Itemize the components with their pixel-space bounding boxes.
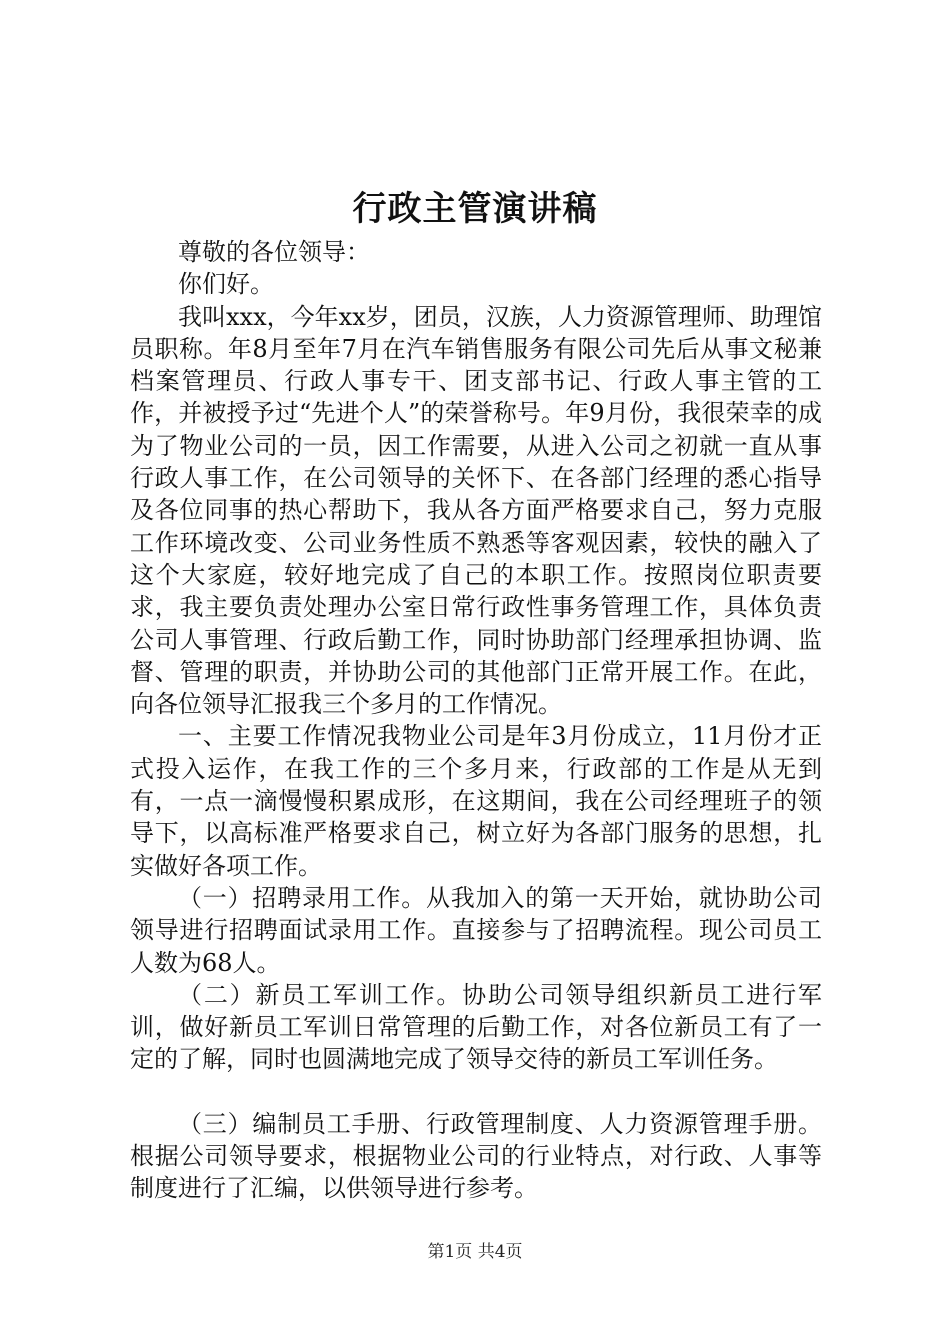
paragraph-handbook: （三）编制员工手册、行政管理制度、人力资源管理手册。根据公司领导要求，根据物业公司的行业特点，对行政、人事等制度进行了汇编，以供领导进行参考。 bbox=[130, 1109, 822, 1203]
salutation: 尊敬的各位领导： bbox=[178, 238, 370, 266]
document-title: 行政主管演讲稿 bbox=[352, 189, 598, 229]
greeting: 你们好。 bbox=[178, 270, 274, 299]
paragraph-introduction: 我叫xxx，今年xx岁，团员，汉族，人力资源管理师、助理馆员职称。年8月至年7月在汽车销售服务有限公司先后从事文秘兼档案管理员、行政人事专干、团支部书记、行政人事主管的工作，并被授予过“先进个人”的荣誉称号。年9月份，我很荣幸的成为了物业公司的一员，因工作需要，从进入公司之初就一直从事行政人事工作，在公司领导的关怀下、在各部门经理的悉心指导及各位同事的热心帮助下，我从各方面严格要求自己，努力克服工作环境改变、公司业务性质不熟悉等客观因素，较快的融入了这个大家庭，较好地完成了自己的本职工作。按照岗位职责要求，我主要负责处理办公室日常行政性事务管理工作，具体负责公司人事管理、行政后勤工作，同时协助部门经理承担协调、监督、管理的职责，并协助公司的其他部门正常开展工作。在此，向各位领导汇报我三个多月的工作情况。 bbox=[130, 302, 822, 719]
page-footer: 第1页 共4页 bbox=[427, 1242, 523, 1262]
paragraph-main-work: 一、主要工作情况我物业公司是年3月份成立，11月份才正式投入运作，在我工作的三个多月来，行政部的工作是从无到有，一点一滴慢慢积累成形，在这期间，我在公司经理班子的领导下，以高标准严格要求自己，树立好为各部门服务的思想，扎实做好各项工作。 bbox=[130, 722, 822, 880]
paragraph-military-training: （二）新员工军训工作。协助公司领导组织新员工进行军训，做好新员工军训日常管理的后勤工作，对各位新员工有了一定的了解，同时也圆满地完成了领导交待的新员工军训任务。 bbox=[130, 980, 822, 1074]
document-body bbox=[130, 236, 822, 1205]
paragraph-recruitment: （一）招聘录用工作。从我加入的第一天开始，就协助公司领导进行招聘面试录用工作。直接参与了招聘流程。现公司员工人数为68人。 bbox=[130, 883, 822, 977]
